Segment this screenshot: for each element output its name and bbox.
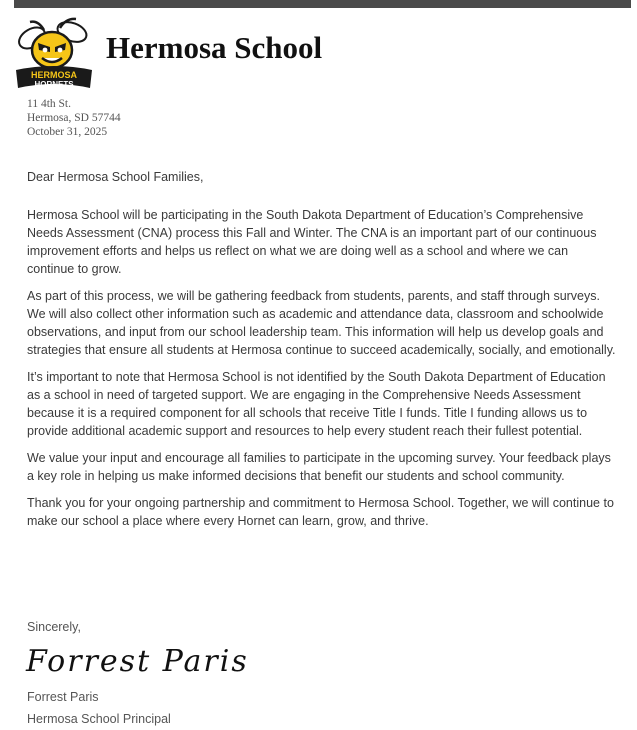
logo-text-top: HERMOSA xyxy=(30,70,78,80)
paragraph-4: We value your input and encourage all families to participate in the upcoming survey. Your feedback plays a key role in helping us make informed decisions that benefit our students and school community. xyxy=(27,451,611,483)
logo-text-bottom: HORNETS xyxy=(34,80,74,89)
greeting: Dear Hermosa School Families, xyxy=(27,170,204,184)
signer-title: Hermosa School Principal xyxy=(27,712,171,726)
school-name-heading: Hermosa School xyxy=(106,30,323,65)
city-state-zip: Hermosa, SD 57744 xyxy=(27,112,121,124)
signer-block xyxy=(27,686,171,730)
street-address: 11 4th St. xyxy=(27,98,71,110)
top-border-bar xyxy=(14,0,631,8)
letter-date: October 31, 2025 xyxy=(27,126,108,138)
letterhead xyxy=(14,16,624,96)
paragraph-3: It’s important to note that Hermosa School is not identified by the South Dakota Department of Education as a school in need of targeted support. We are engaging in the Comprehensive Needs Assessment because it is a required component for all schools that receive Title I funds. Title I funding allows us to provide additional academic support and resources to help every student reach their fullest potential. xyxy=(27,370,606,438)
paragraph-1: Hermosa School will be participating in the South Dakota Department of Education’s Comprehensive Needs Assessment (CNA) process this Fall and Winter. The CNA is an important part of our continuous improvement efforts and helps us reflect on what we are doing well as a school and where we can continue to grow. xyxy=(27,208,597,276)
paragraph-5: Thank you for your ongoing partnership and commitment to Hermosa School. Together, we will continue to make our school a place where every Hornet can learn, grow, and thrive. xyxy=(27,496,614,528)
handwritten-signature xyxy=(24,633,304,683)
signer-name: Forrest Paris xyxy=(27,690,99,704)
address-block xyxy=(27,97,121,139)
hornet-mascot-logo xyxy=(14,16,94,96)
letter-body xyxy=(27,168,617,539)
signature-text: Forrest Paris xyxy=(26,644,249,679)
paragraph-2: As part of this process, we will be gathering feedback from students, parents, and staff through surveys. We will also collect other information such as academic and attendance data, classroom and schoolwide observations, and input from our school leadership team. This information will help us develop goals and strategies that ensure all students at Hermosa continue to succeed academically, socially, and emotionally. xyxy=(27,289,616,357)
closing: Sincerely, xyxy=(27,620,81,634)
